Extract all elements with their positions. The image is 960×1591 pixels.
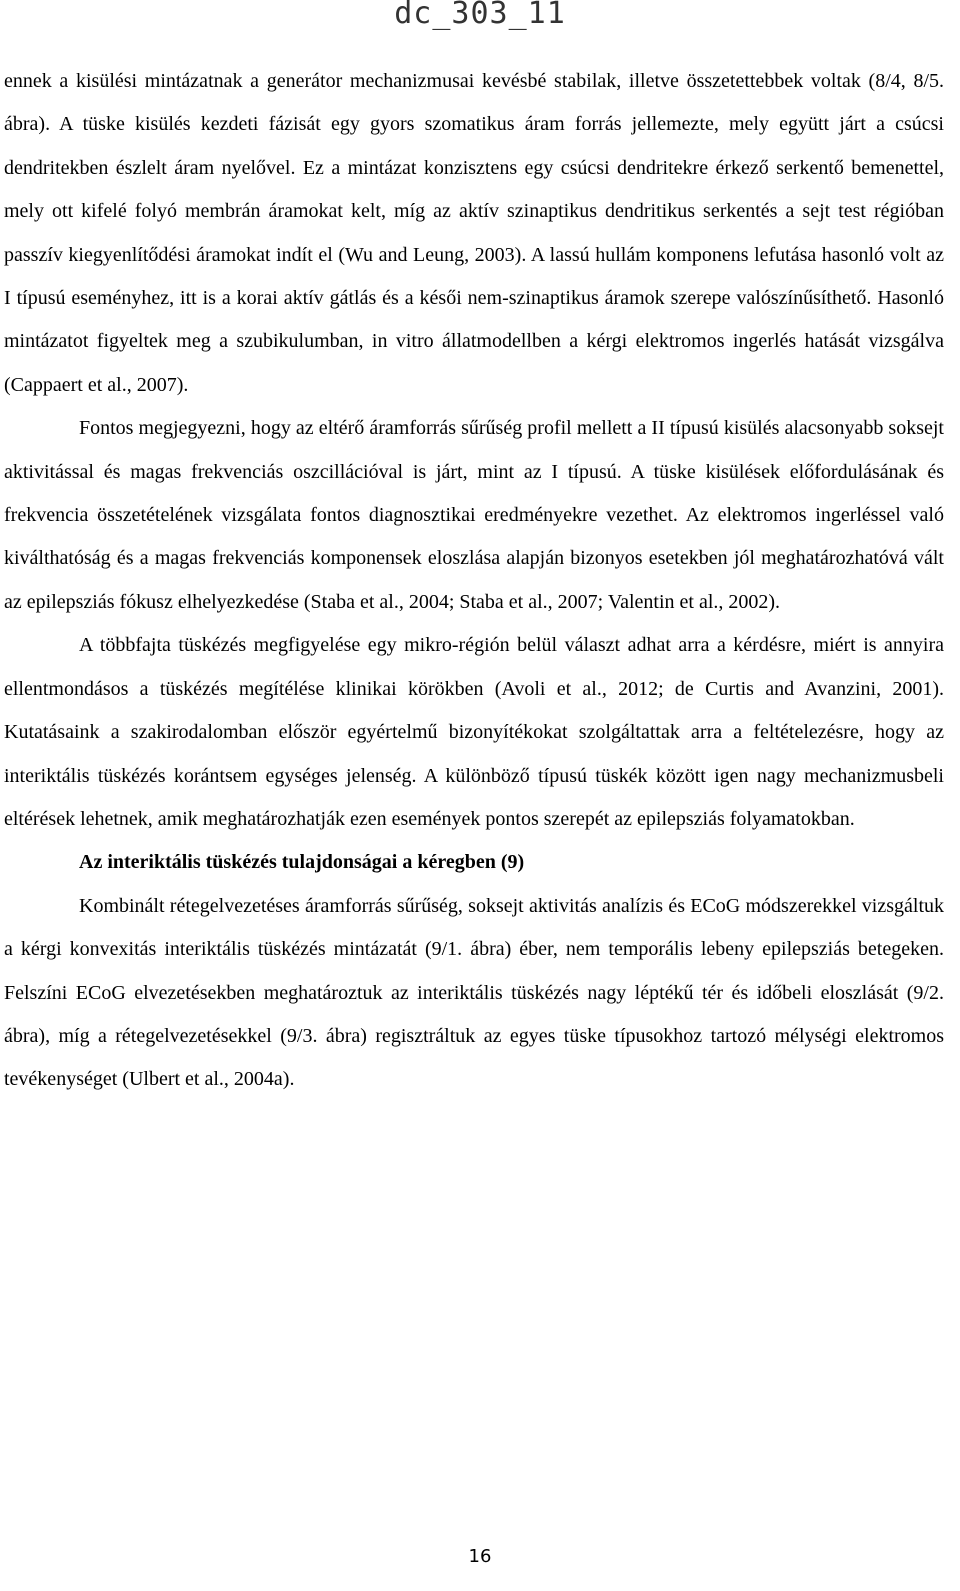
paragraph-2: Fontos megjegyezni, hogy az eltérő áramforrás sűrűség profil mellett a II típusú kisülés alacsonyabb soksejt aktivitással és magas frekvenciás oszcillációval is járt, mint az I típusú. A tüske kisülések előfordulásának és frekvencia összetételének vizsgálata fontos diagnosztikai eredményekre vezethet. Az elektromos ingerléssel való kiválthatóság és a magas frekvenciás komponensek eloszlása alapján bizonyos esetekben jól meghatározhatóvá vált az epilepsziás fókusz elhelyezkedése (Staba et al., 2004; Staba et al., 2007; Valentin et al., 2002).: [4, 417, 944, 613]
page-number: 16: [468, 1546, 492, 1567]
document-body: [4, 60, 944, 1102]
paragraph-4: Kombinált rétegelvezetéses áramforrás sűrűség, soksejt aktivitás analízis és ECoG módszerekkel vizsgáltuk a kérgi konvexitás interiktális tüskézés mintázatát (9/1. ábra) éber, nem temporális lebeny epilepsziás betegeken. Felszíni ECoG elvezetésekben meghatároztuk az interiktális tüskézés nagy léptékű tér és időbeli eloszlását (9/2. ábra), míg a rétegelvezetésekkel (9/3. ábra) regisztráltuk az egyes tüske típusokhoz tartozó mélységi elektromos tevékenységet (Ulbert et al., 2004a).: [4, 894, 944, 1091]
paragraph-1: ennek a kisülési mintázatnak a generátor mechanizmusai kevésbé stabilak, illetve összetettebbek voltak (8/4, 8/5. ábra). A tüske kisülés kezdeti fázisát egy gyors szomatikus áram forrás jellemezte, mely együtt járt a csúcsi dendritekben észlelt áram nyelővel. Ez a mintázat konzisztens egy csúcsi dendritekre érkező serkentő bemenettel, mely ott kifelé folyó membrán áramokat kelt, míg az aktív szinaptikus dendritikus serkentés a sejt test régióban passzív kiegyenlítődési áramokat indít el (Wu and Leung, 2003). A lassú hullám komponens lefutása hasonló volt az I típusú eseményhez, itt is a korai aktív gátlás és a késői nem-szinaptikus áramok szerepe valószínűsíthető. Hasonló mintázatot figyeltek meg a szubikulumban, in vitro állatmodellben a kérgi elektromos ingerlés hatását vizsgálva (Cappaert et al., 2007).: [4, 70, 944, 396]
section-heading: Az interiktális tüskézés tulajdonságai a kéregben (9): [79, 851, 525, 874]
document-code-header: dc_303_11: [394, 0, 566, 31]
paragraph-3: A többfajta tüskézés megfigyelése egy mikro-régión belül választ adhat arra a kérdésre, miért is annyira ellentmondásos a tüskézés megítélése klinikai körökben (Avoli et al., 2012; de Curtis and Avanzini, 2001). Kutatásaink a szakirodalomban először egyértelmű bizonyítékokat szolgáltattak arra a feltételezésre, hogy az interiktális tüskézés korántsem egységes jelenség. A különböző típusú tüskék között igen nagy mechanizmusbeli eltérések lehetnek, amik meghatározhatják ezen események pontos szerepét az epilepsziás folyamatokban.: [4, 634, 944, 830]
